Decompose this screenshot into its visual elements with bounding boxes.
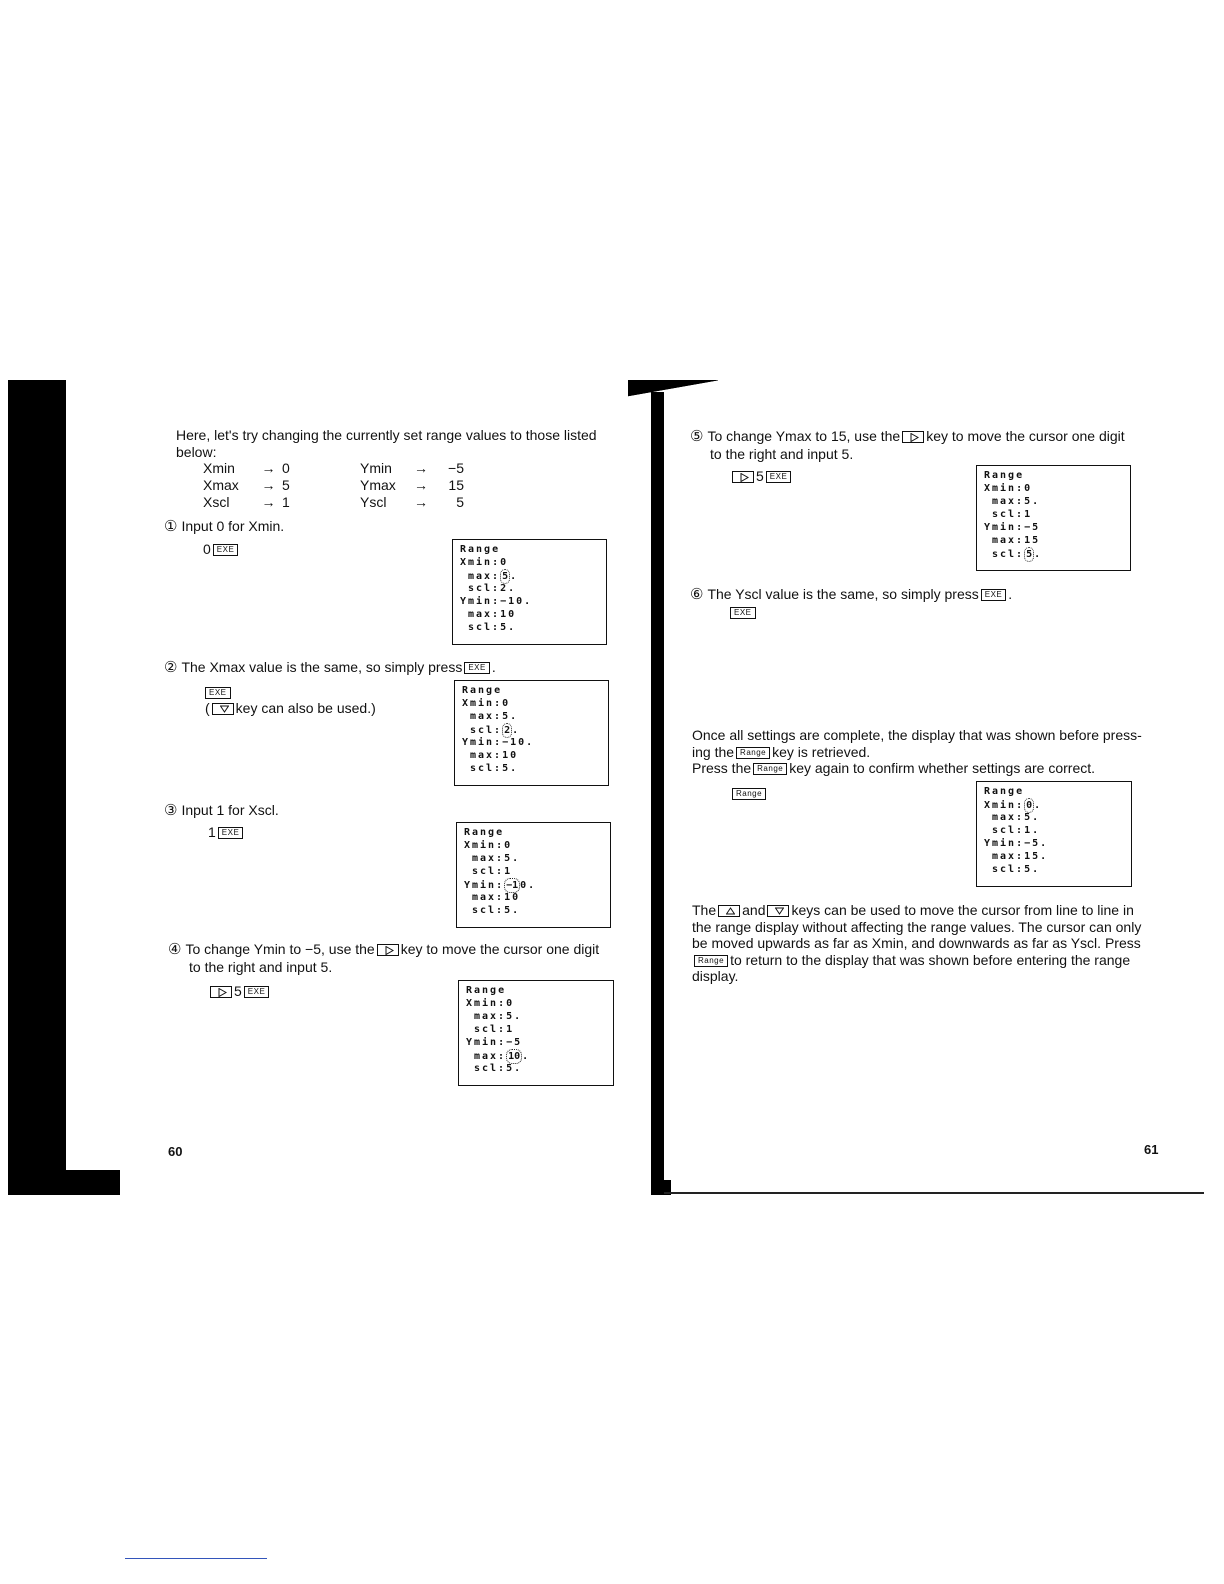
step-4-keys: 5 EXE bbox=[208, 983, 271, 1000]
right-arrow-key-icon bbox=[377, 944, 399, 956]
final-para-line-4: Range to return to the display that was shown before entering the range bbox=[692, 952, 1130, 969]
final-para-line-1: The and keys can be used to move the cursor from line to line in bbox=[692, 902, 1134, 918]
screen-step-4: Range Xmin:0 max:5. scl:1 Ymin:−5 max: 10 . scl:5. bbox=[458, 980, 614, 1086]
range-key: Range bbox=[694, 955, 728, 967]
step-4-line-2: to the right and input 5. bbox=[189, 959, 333, 975]
cursor: 0 bbox=[1026, 800, 1033, 811]
screen-final: Range Xmin: 0 . max:5. scl:1. Ymin:−5. max:15. scl:5. bbox=[976, 781, 1132, 887]
exe-key: EXE bbox=[213, 544, 239, 556]
intro-line-1: Here, let's try changing the currently set range values to those listed bbox=[176, 427, 597, 443]
exe-key: EXE bbox=[464, 662, 490, 674]
exe-key: EXE bbox=[766, 471, 792, 483]
cursor: −1 bbox=[506, 880, 519, 891]
table-row: Xmin → 0 Ymin → −5 bbox=[203, 460, 464, 476]
screen-step-5: Range Xmin:0 max:5. scl:1 Ymin:−5 max:15 scl: 5 . bbox=[976, 465, 1131, 571]
scan-border-left bbox=[8, 380, 66, 1195]
page-number-right: 61 bbox=[1144, 1142, 1159, 1157]
step-3-heading: ③ Input 1 for Xscl. bbox=[164, 802, 279, 819]
step-5-heading: ⑤ To change Ymax to 15, use the key to move the cursor one digit bbox=[690, 428, 1125, 445]
scan-border-left-foot bbox=[8, 1170, 120, 1195]
down-arrow-key-icon bbox=[767, 905, 789, 917]
cursor: 5 bbox=[1026, 549, 1033, 560]
step-5-line-2: to the right and input 5. bbox=[710, 446, 854, 462]
book-spine bbox=[651, 392, 664, 1192]
range-key: Range bbox=[732, 788, 766, 800]
final-para-line-5: display. bbox=[692, 968, 739, 984]
exe-key: EXE bbox=[981, 589, 1007, 601]
page-bottom-rule bbox=[664, 1192, 1204, 1194]
range-key: Range bbox=[736, 747, 770, 759]
once-line-3: Press the Range key again to confirm whether settings are correct. bbox=[692, 760, 1096, 776]
up-arrow-key-icon bbox=[718, 905, 740, 917]
intro-line-2: below: bbox=[176, 444, 217, 460]
exe-key: EXE bbox=[205, 687, 231, 699]
screen-step-3: Range Xmin:0 max:5. scl:1 Ymin: −1 0. max:10 scl:5. bbox=[456, 822, 611, 928]
right-arrow-key-icon bbox=[902, 431, 924, 443]
step-1-heading: ① Input 0 for Xmin. bbox=[164, 518, 285, 535]
step-6-heading: ⑥ The Yscl value is the same, so simply press EXE . bbox=[690, 586, 1013, 603]
table-row: Xmax → 5 Ymax → 15 bbox=[203, 477, 464, 493]
step-3-keys: 1 EXE bbox=[208, 824, 245, 841]
page-number-left: 60 bbox=[168, 1144, 183, 1159]
down-arrow-key-icon bbox=[212, 703, 234, 715]
exe-key: EXE bbox=[244, 986, 270, 998]
once-line-2: ing the Range key is retrieved. bbox=[692, 744, 871, 760]
screen-step-1: Range Xmin:0 max: 5 . scl:2. Ymin:−10. max:10 scl:5. bbox=[452, 539, 607, 645]
step-5-keys: 5 EXE bbox=[730, 468, 793, 485]
once-line-1: Once all settings are complete, the display that was shown before press- bbox=[692, 727, 1142, 743]
step-1-keys: 0 EXE bbox=[203, 541, 240, 558]
exe-key: EXE bbox=[218, 827, 244, 839]
range-key: Range bbox=[753, 763, 787, 775]
step-2-keys bbox=[203, 684, 233, 701]
final-para-line-3: be moved upwards as far as Xmin, and downwards as far as Yscl. Press bbox=[692, 935, 1141, 951]
screen-step-2: Range Xmin:0 max:5. scl: 2 . Ymin:−10. max:10 scl:5. bbox=[454, 680, 609, 786]
cursor: 10 bbox=[508, 1051, 521, 1062]
target-values-table bbox=[203, 460, 464, 511]
final-para-line-2: the range display without affecting the range values. The cursor can only bbox=[692, 919, 1142, 935]
range-key-press bbox=[730, 785, 768, 802]
footer-link-rule bbox=[125, 1558, 267, 1559]
right-arrow-key-icon bbox=[732, 471, 754, 483]
cursor: 2 bbox=[504, 725, 511, 736]
step-6-keys bbox=[728, 604, 758, 621]
table-row: Xscl → 1 Yscl → 5 bbox=[203, 494, 464, 510]
cursor: 5 bbox=[502, 571, 509, 582]
step-4-heading: ④ To change Ymin to −5, use the key to move the cursor one digit bbox=[168, 941, 600, 958]
step-2-heading: ② The Xmax value is the same, so simply press EXE . bbox=[164, 659, 496, 676]
right-arrow-key-icon bbox=[210, 986, 232, 998]
exe-key: EXE bbox=[730, 607, 756, 619]
step-2-note: ( key can also be used.) bbox=[205, 700, 376, 716]
book-spine-top bbox=[628, 380, 718, 400]
